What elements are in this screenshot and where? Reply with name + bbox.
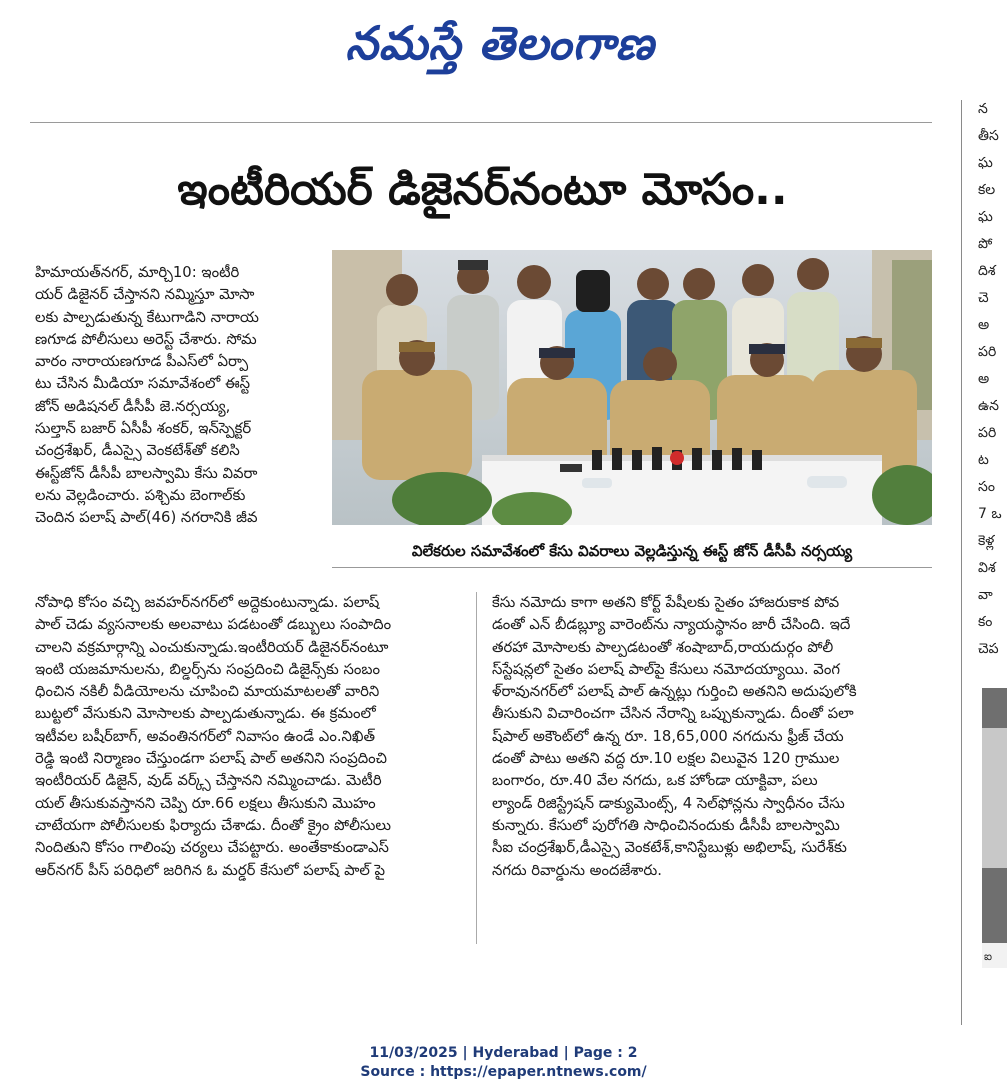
article-text-line: ళ్‌రావునగర్‌లో పలాష్ పాల్ ఉన్నట్లు గుర్తించి అతనిని అదుపులోకి xyxy=(492,683,857,701)
adjacent-text-line: ఉన xyxy=(978,398,999,414)
article-text-line: ఇంటి యజమానులను, బిల్డర్స్‌ను సంప్రదించి డిజైన్స్‌కు సంబం xyxy=(35,660,380,678)
newspaper-masthead: నమస్తే తెలంగాణ xyxy=(345,16,655,70)
adjacent-text-line: పో xyxy=(978,236,993,252)
adjacent-text-line: చె xyxy=(978,290,989,306)
adjacent-text-line: ట xyxy=(978,452,989,468)
adjacent-text-line: అ xyxy=(978,317,990,333)
article-text-line: జోన్ అడిషనల్ డీసీపీ జె.నర్సయ్య, xyxy=(35,397,231,415)
article-text-line: టు చేసిన మీడియా సమావేశంలో ఈస్ట్ xyxy=(35,375,251,393)
article-text-line: ఇంటీరియర్ డిజైన్, వుడ్ వర్క్స్ చేస్తానని నమ్మించాడు. మెటీరి xyxy=(35,772,382,790)
article-text-line: ఆర్‌నగర్ పీస్ పరిధిలో జరిగిన ఓ మర్డర్ కేసులో పలాష్ పాల్ పై xyxy=(35,861,386,879)
article-text-line: ణగూడ పోలీసులు అరెస్ట్ చేశారు. సోమ xyxy=(35,330,257,348)
article-column-2 xyxy=(492,592,934,944)
article-text-line: చెందిన పలాష్ పాల్(46) నగరానికి జీవ xyxy=(35,509,258,527)
adjacent-text-line: అ xyxy=(978,371,990,387)
footer-source-line: Source : https://epaper.ntnews.com/ xyxy=(360,1064,647,1080)
article-column-1-continued xyxy=(35,592,465,944)
article-text-line: సుల్తాన్ బజార్ ఏసీపీ శంకర్, ఇన్‌స్పెక్టర్ xyxy=(35,420,252,438)
press-meet-photo-illustration xyxy=(332,250,932,525)
article-text-line: కేసు నమోదు కాగా అతని కోర్ట్ పేషీలకు సైతం హాజరుకాక పోవ xyxy=(492,594,840,611)
article-headline: ఇంటీరియర్ డిజైనర్‌నంటూ మోసం.. xyxy=(177,164,788,215)
article-text-line: డంతో పాటు అతని వద్ద రూ.10 లక్షల విలువైన 120 గ్రాముల xyxy=(492,750,840,768)
adjacent-text-line: తీస xyxy=(978,128,999,144)
article-text-line: చంద్రశేఖర్, డీఎస్సై వెంకటేశ్‌తో కలిసి xyxy=(35,442,240,460)
adjacent-article-photo xyxy=(982,688,1007,968)
adjacent-text-line: చెప xyxy=(978,641,999,656)
article-text-line: నగదు రివార్డును అందజేశారు. xyxy=(492,861,662,879)
adjacent-text-line: కం xyxy=(978,614,993,630)
adjacent-text-line: 7 ఒ xyxy=(978,506,1002,522)
adjacent-text-line: కల xyxy=(978,182,996,198)
adjacent-text-line: కెళ్ల xyxy=(978,533,995,549)
article-text-line: స్‌స్టేషన్లలో సైతం పలాష్ పాల్‌పై కేసులు నమోదయ్యాయి. వెంగ xyxy=(492,660,840,678)
article-text-line: హిమాయత్‌నగర్, మార్చి10: ఇంటీరి xyxy=(35,264,240,281)
article-text-line: చాలని వక్రమార్గాన్ని ఎంచుకున్నాడు.ఇంటీరియర్ డిజైనర్‌నంటూ xyxy=(35,638,389,656)
article-text-line: చాటేయగా పోలీసులకు ఫిర్యాదు చేశాడు. దీంతో క్రైం పోలీసులు xyxy=(35,816,392,834)
article-text-line: నోపాధి కోసం వచ్చి జవహర్‌నగర్‌లో అద్దెకుంటున్నాడు. పలాష్ xyxy=(35,594,380,611)
article-text-line: తీసుకుని విచారించగా చేసిన నేరాన్ని ఒప్పుకున్నాడు. దీంతో పలా xyxy=(492,705,854,723)
adjacent-article-fragment xyxy=(978,96,1007,656)
article-text-line: బంగారం, రూ.40 వేల నగదు, ఒక హోండా యాక్టివా, పలు xyxy=(492,772,818,790)
adjacent-text-line: ఘ xyxy=(978,209,993,225)
article-text-line: ఈస్ట్‌జోన్ డీసీపీ బాలస్వామి కేసు వివరా xyxy=(35,464,258,482)
article-text-line: ఇటీవల బషీర్‌బాగ్, అవంతినగర్‌లో నివాసం ఉండే ఎం.నిఖిత్ xyxy=(35,727,376,745)
article-text-line: కున్నారు. కేసులో పురోగతి సాధించినందుకు డీసీపీ బాలస్వామి xyxy=(492,816,840,834)
adjacent-text-line: ఘ xyxy=(978,155,993,171)
adjacent-text-line: దిశ xyxy=(978,263,996,279)
adjacent-text-line: పరి xyxy=(978,425,997,441)
article-text-line: ష్‌పాల్ అకౌంట్‌లో ఉన్న రూ. 18,65,000 నగదును ఫ్రీజ్ చేయ xyxy=(492,727,844,745)
adjacent-text-line: సం xyxy=(978,479,995,495)
article-text-line: లకు పాల్పడుతున్న కేటుగాడిని నారాయ xyxy=(35,308,259,326)
article-text-line: బుట్టలో వేసుకుని మోసాలకు పాల్పడుతున్నాడు. ఈ క్రమంలో xyxy=(35,705,376,723)
article-column-1 xyxy=(35,262,325,592)
article-text-line: రెడ్డి ఇంటి నిర్మాణం చేస్తుండగా పలాష్ పాల్ అతనిని సంప్రదించి xyxy=(35,750,388,768)
article-text-line: వారం నారాయణగూడ పీఎస్‌లో ఏర్పా xyxy=(35,353,249,371)
footer-date-line: 11/03/2025 | Hyderabad | Page : 2 xyxy=(369,1045,638,1061)
header-divider xyxy=(30,122,932,123)
adjacent-text-line: పరి xyxy=(978,344,997,360)
column-divider-right xyxy=(961,100,962,1025)
article-text-line: ల్యాండ్ రిజిస్ట్రేషన్ డాక్యుమెంట్స్, 4 సెల్‌ఫోన్లను స్వాధీనం చేసు xyxy=(492,794,845,812)
adjacent-photo-caption-fragment: ఐ xyxy=(984,950,992,963)
adjacent-text-line: వా xyxy=(978,587,993,603)
adjacent-text-line: విశ xyxy=(978,560,996,576)
article-text-line: డంతో ఎన్ బీడబ్ల్యూ వారెంట్‌ను న్యాయస్థానం జారీ చేసింది. ఇదే xyxy=(492,616,851,634)
article-text-line: నిందితుని కోసం గాలింపు చర్యలు చేపట్టారు. అంతేకాకుండాఎస్ xyxy=(35,839,389,857)
article-text-line: ధించిన నకిలీ వీడియోలను చూపించి మాయమాటలతో వారిని xyxy=(35,683,380,701)
article-text-line: తరహా మోసాలకు పాల్పడటంతో శంషాబాద్,రాయదుర్గం పోలీ xyxy=(492,638,834,656)
article-text-line: లను వెల్లడించారు. పశ్చిమ బెంగాల్‌కు xyxy=(35,486,246,504)
adjacent-text-line: న xyxy=(978,101,988,117)
article-text-line: పాల్ చెడు వ్యసనాలకు అలవాటు పడటంతో డబ్బులు సంపాదిం xyxy=(35,616,392,634)
caption-divider xyxy=(332,567,932,568)
article-text-line: యర్ డిజైనర్ చేస్తానని నమ్మిస్తూ మోసా xyxy=(35,286,255,304)
article-text-line: సీఐ చంద్రశేఖర్,డీఎస్సై వెంకటేశ్,కానిస్టేబుళ్లు అభిలాష్, సురేశ్‌కు xyxy=(492,839,847,857)
article-text-line: యల్ తీసుకువస్తానని చెప్పి రూ.66 లక్షలు తీసుకుని మొహం xyxy=(35,794,376,812)
news-photo xyxy=(332,250,932,525)
photo-caption: విలేకరుల సమావేశంలో కేసు వివరాలు వెల్లడిస్తున్న ఈస్ట్ జోన్ డీసీపీ నర్సయ్య xyxy=(411,542,853,560)
article-column-divider xyxy=(476,592,477,944)
